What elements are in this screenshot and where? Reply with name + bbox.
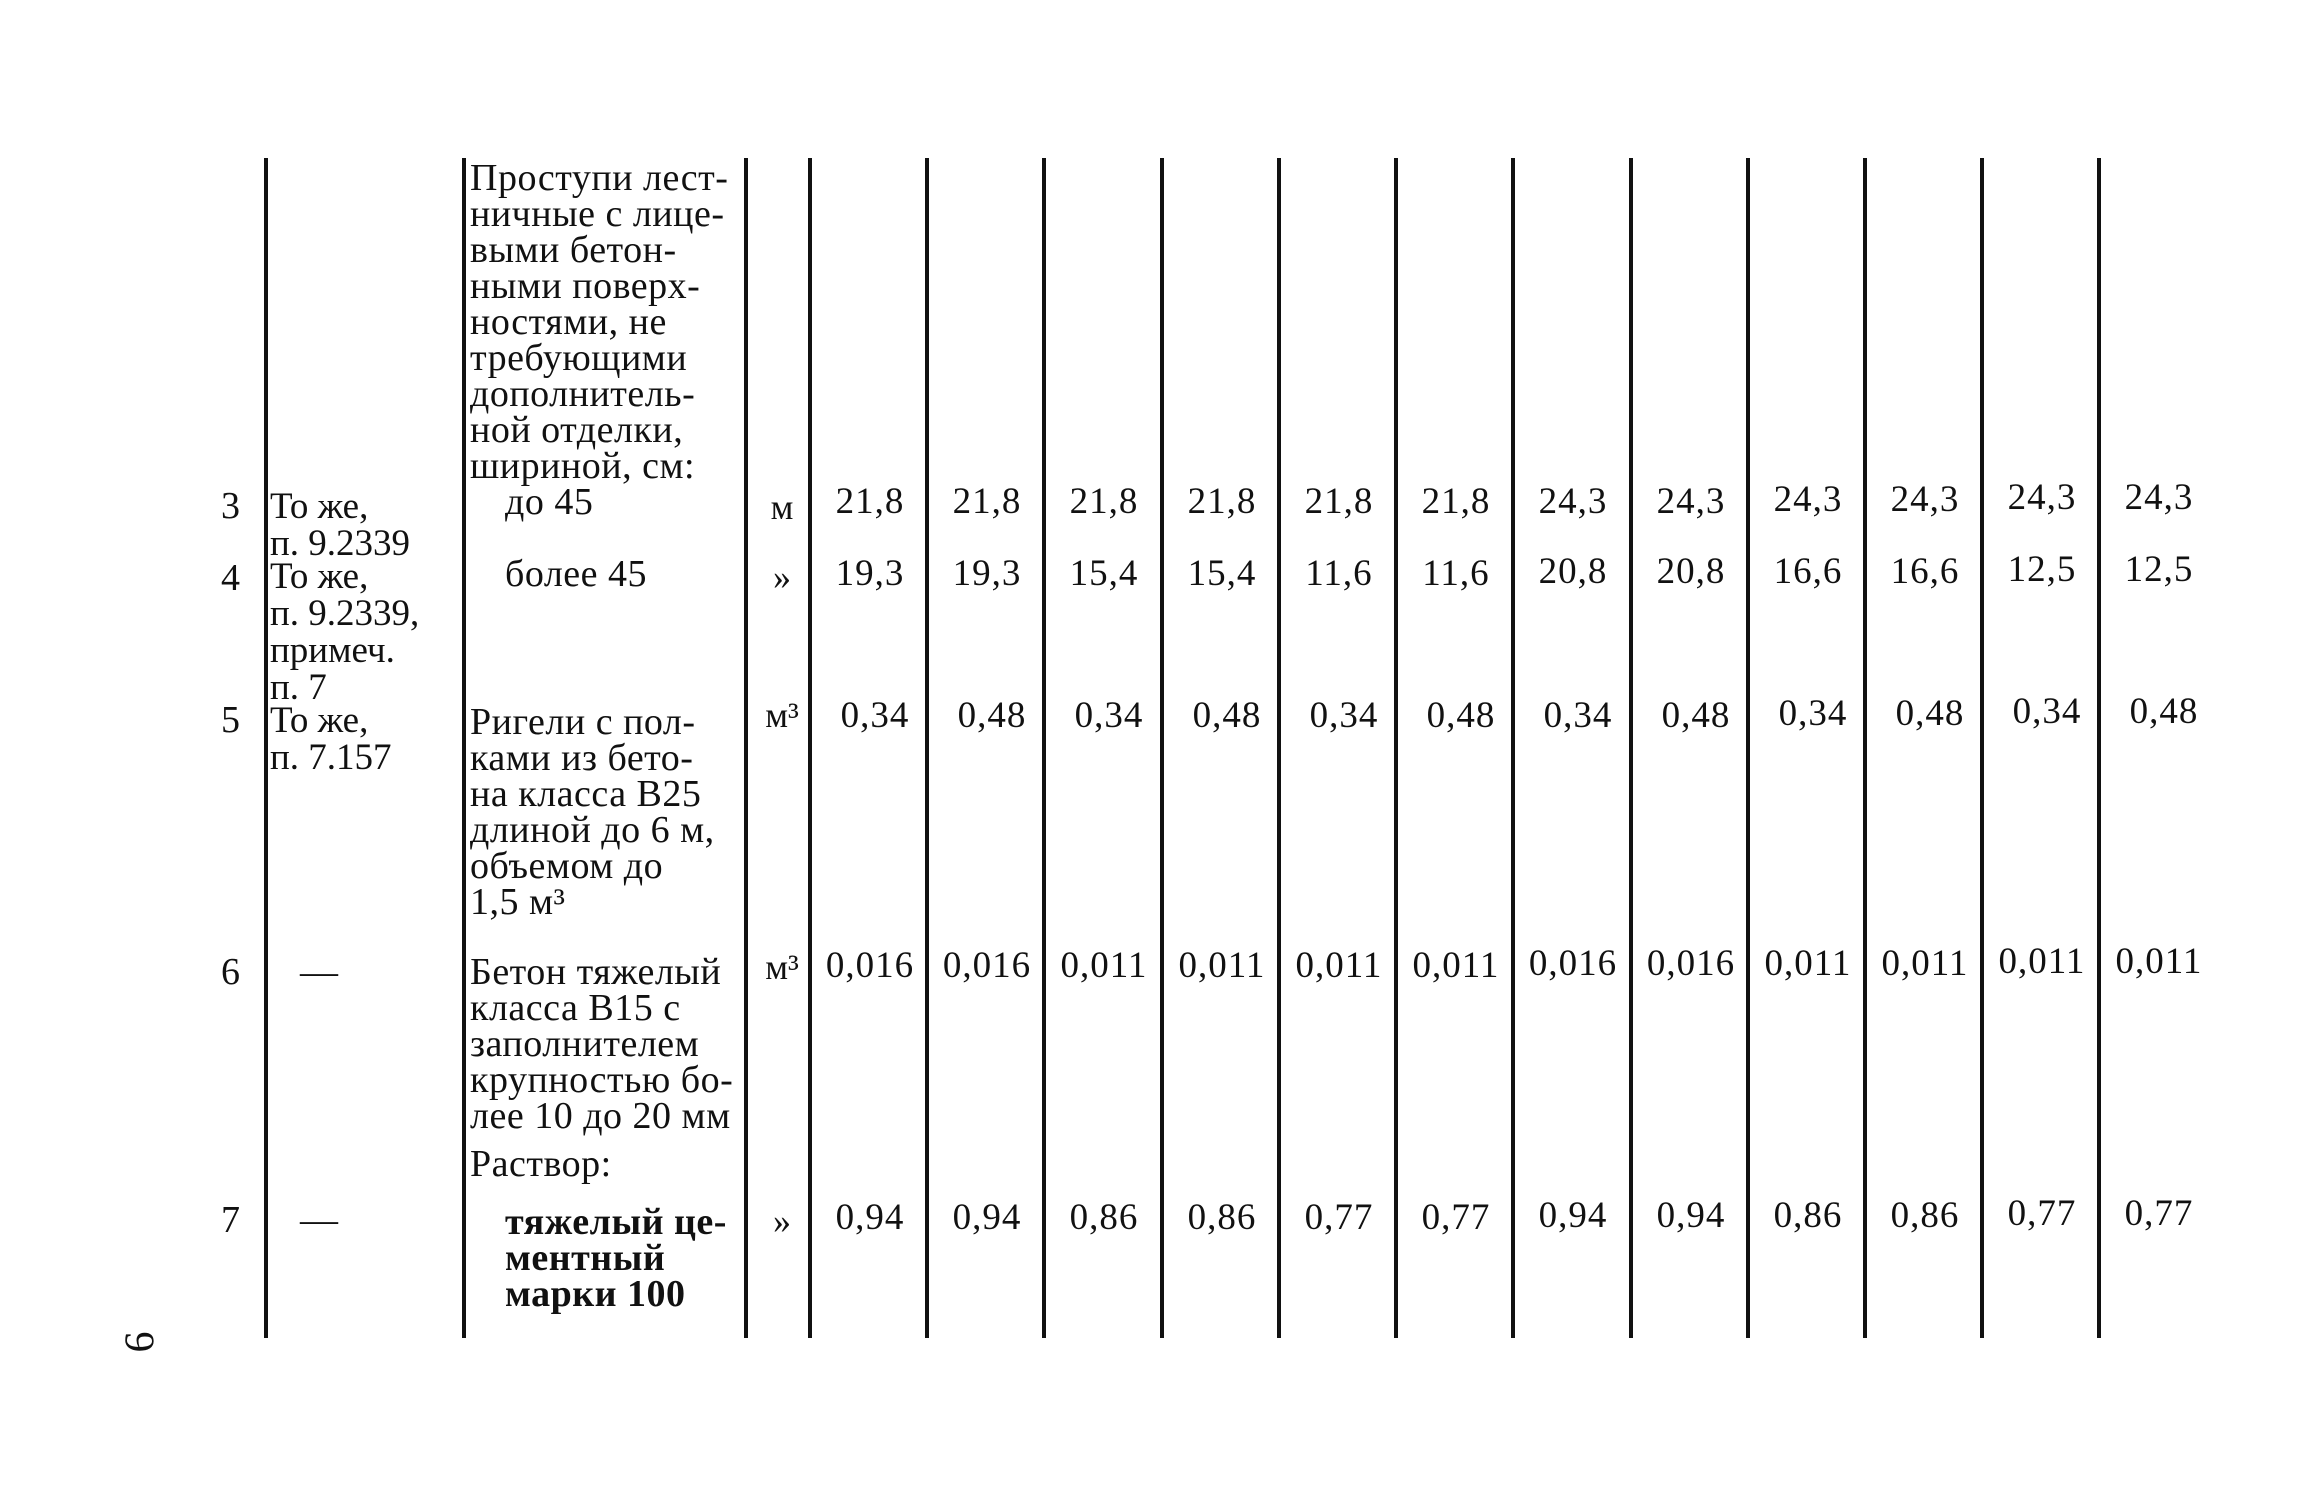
rule-col-12 xyxy=(2097,158,2101,1338)
value-cell: 21,8 xyxy=(1304,481,1374,522)
desc-line: Раствор: xyxy=(470,1143,612,1185)
value-cell: 0,77 xyxy=(1304,1197,1374,1238)
value-cell: 19,3 xyxy=(952,553,1022,594)
desc-line: ками из бето- xyxy=(470,737,694,779)
rule-ref xyxy=(264,158,268,1338)
desc-line: марки 100 xyxy=(505,1273,686,1315)
value-cell: 24,3 xyxy=(2007,477,2077,518)
row-unit: » xyxy=(773,557,791,597)
value-cell: 0,86 xyxy=(1069,1197,1139,1238)
desc-line: класса В15 с xyxy=(470,987,681,1029)
row-unit: » xyxy=(773,1201,791,1241)
rule-col-9 xyxy=(1746,158,1750,1338)
row-description xyxy=(505,1201,775,1315)
value-cell: 11,6 xyxy=(1305,553,1373,594)
value-cell: 0,016 xyxy=(1528,943,1618,984)
value-cell: 0,011 xyxy=(2115,941,2203,982)
desc-line: Ригели с пол- xyxy=(470,701,696,743)
desc-line: шириной, см: xyxy=(470,445,696,487)
row-description xyxy=(505,553,775,595)
value-cell: 0,011 xyxy=(1881,943,1969,984)
value-cell: 16,6 xyxy=(1773,551,1843,592)
row-unit: м³ xyxy=(765,695,799,735)
value-cell: 12,5 xyxy=(2124,549,2194,590)
value-cell: 21,8 xyxy=(835,481,905,522)
desc-line: крупностью бо- xyxy=(470,1059,734,1101)
value-cell: 0,86 xyxy=(1890,1195,1960,1236)
value-cell: 0,34 xyxy=(1074,695,1144,736)
desc-line: ной отделки, xyxy=(470,409,684,451)
desc-line: на класса В25 xyxy=(470,773,702,815)
value-cell: 0,016 xyxy=(825,945,915,986)
value-cell: 0,011 xyxy=(1412,945,1500,986)
row-number: 5 xyxy=(221,699,240,741)
ref-line: То же, xyxy=(270,700,369,741)
rule-col-11 xyxy=(1980,158,1984,1338)
desc-line: объемом до xyxy=(470,845,664,887)
ref-line: примеч. xyxy=(270,630,395,671)
row-unit: м xyxy=(770,487,794,527)
rule-col-4 xyxy=(1160,158,1164,1338)
desc-line: выми бетон- xyxy=(470,229,677,271)
value-cell: 0,94 xyxy=(1538,1195,1608,1236)
value-cell: 0,34 xyxy=(1778,693,1848,734)
ref-line: п. 9.2339 xyxy=(270,523,411,564)
value-cell: 0,016 xyxy=(942,945,1032,986)
desc-line: заполнителем xyxy=(470,1023,700,1065)
desc-line: ничные с лице- xyxy=(470,193,725,235)
row-number: 4 xyxy=(221,557,240,599)
value-cell: 21,8 xyxy=(1069,481,1139,522)
row-reference xyxy=(270,558,450,706)
value-cell: 0,011 xyxy=(1295,945,1383,986)
row-number: 6 xyxy=(221,951,240,993)
rule-col-8 xyxy=(1629,158,1633,1338)
desc-line: лее 10 до 20 мм xyxy=(470,1095,731,1137)
page-number: 6 xyxy=(117,1331,164,1353)
value-cell: 0,86 xyxy=(1773,1195,1843,1236)
row-heading-desc xyxy=(470,157,740,487)
rule-col-10 xyxy=(1863,158,1867,1338)
value-cell: 15,4 xyxy=(1069,553,1139,594)
desc-line: требующими xyxy=(470,337,688,379)
value-cell: 0,016 xyxy=(1646,943,1736,984)
value-cell: 24,3 xyxy=(1538,481,1608,522)
value-cell: 0,94 xyxy=(952,1197,1022,1238)
value-cell: 19,3 xyxy=(835,553,905,594)
ref-line: п. 9.2339, xyxy=(270,593,420,634)
value-cell: 24,3 xyxy=(1773,479,1843,520)
value-cell: 0,77 xyxy=(1421,1197,1491,1238)
value-cell: 0,94 xyxy=(1656,1195,1726,1236)
value-cell: 0,48 xyxy=(1661,695,1731,736)
value-cell: 0,77 xyxy=(2124,1193,2194,1234)
desc-line: ностями, не xyxy=(470,301,667,343)
value-cell: 0,86 xyxy=(1187,1197,1257,1238)
value-cell: 0,77 xyxy=(2007,1193,2077,1234)
value-cell: 21,8 xyxy=(952,481,1022,522)
desc-line: более 45 xyxy=(505,553,648,595)
rule-col-1 xyxy=(808,158,812,1338)
row-description xyxy=(505,481,775,523)
value-cell: 20,8 xyxy=(1656,551,1726,592)
value-cell: 0,48 xyxy=(1426,695,1496,736)
rule-desc xyxy=(462,158,466,1338)
row-number: 7 xyxy=(221,1199,240,1241)
value-cell: 21,8 xyxy=(1187,481,1257,522)
desc-line: Проступи лест- xyxy=(470,157,729,199)
value-cell: 0,48 xyxy=(1895,693,1965,734)
desc-line: ментный xyxy=(505,1237,666,1279)
row-unit: м³ xyxy=(765,947,799,987)
desc-line: Бетон тяжелый xyxy=(470,951,722,993)
rule-col-3 xyxy=(1042,158,1046,1338)
value-cell: 0,34 xyxy=(2012,691,2082,732)
value-cell: 0,34 xyxy=(1309,695,1379,736)
row-number: 3 xyxy=(221,485,240,527)
rule-col-6 xyxy=(1394,158,1398,1338)
desc-line: 1,5 м³ xyxy=(470,881,566,923)
desc-line: дополнитель- xyxy=(470,373,696,415)
value-cell: 0,48 xyxy=(1192,695,1262,736)
ref-line: п. 7 xyxy=(270,667,327,708)
desc-line: длиной до 6 м, xyxy=(470,809,715,851)
value-cell: 0,48 xyxy=(2129,691,2199,732)
row-reference xyxy=(270,702,450,776)
value-cell: 0,011 xyxy=(1998,941,2086,982)
value-cell: 0,011 xyxy=(1178,945,1266,986)
desc-line: тяжелый це- xyxy=(505,1201,727,1243)
rule-unit xyxy=(744,158,748,1338)
rule-col-2 xyxy=(925,158,929,1338)
ref-line: То же, xyxy=(270,486,369,527)
value-cell: 0,011 xyxy=(1764,943,1852,984)
value-cell: 16,6 xyxy=(1890,551,1960,592)
rule-col-7 xyxy=(1511,158,1515,1338)
row-description xyxy=(470,701,740,923)
value-cell: 24,3 xyxy=(2124,477,2194,518)
value-cell: 24,3 xyxy=(1890,479,1960,520)
value-cell: 15,4 xyxy=(1187,553,1257,594)
mortar-heading xyxy=(470,1143,740,1185)
value-cell: 21,8 xyxy=(1421,481,1491,522)
row-reference: — xyxy=(300,1199,338,1241)
value-cell: 20,8 xyxy=(1538,551,1608,592)
value-cell: 0,011 xyxy=(1060,945,1148,986)
ref-line: То же, xyxy=(270,556,369,597)
value-cell: 0,34 xyxy=(840,695,910,736)
row-reference: — xyxy=(300,951,338,993)
row-description xyxy=(470,951,740,1137)
rule-col-5 xyxy=(1277,158,1281,1338)
value-cell: 0,48 xyxy=(957,695,1027,736)
value-cell: 0,94 xyxy=(835,1197,905,1238)
value-cell: 11,6 xyxy=(1422,553,1490,594)
value-cell: 12,5 xyxy=(2007,549,2077,590)
row-reference xyxy=(270,488,450,562)
ref-line: п. 7.157 xyxy=(270,737,392,778)
desc-line: ными поверх- xyxy=(470,265,701,307)
value-cell: 0,34 xyxy=(1543,695,1613,736)
desc-line: до 45 xyxy=(505,481,594,523)
value-cell: 24,3 xyxy=(1656,481,1726,522)
